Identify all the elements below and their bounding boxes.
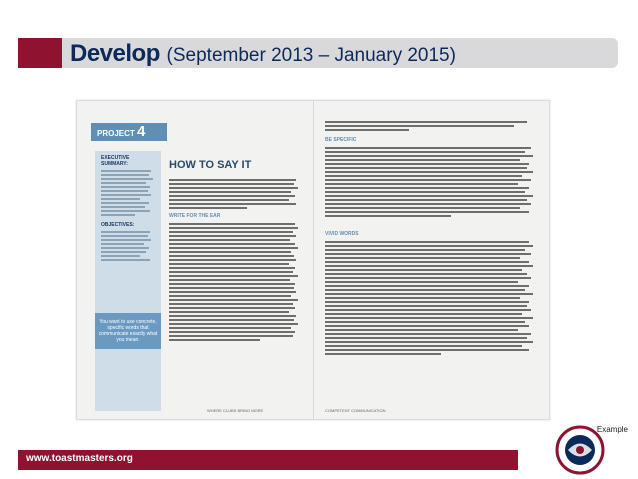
title-bar-accent [18,38,62,68]
right-body-text-1 [325,119,535,133]
book-spread-image [76,100,550,420]
project-number: 4 [137,123,146,140]
example-caption: Example [596,425,628,434]
right-page [313,101,549,419]
left-subhead: WRITE FOR THE EAR [169,213,221,219]
project-tab [91,123,167,141]
right-subhead-specific: BE SPECIFIC [325,137,357,143]
left-page [77,101,314,419]
objectives-text [95,231,161,261]
left-body-text-2 [169,221,299,343]
executive-summary-box [95,151,161,411]
toastmasters-logo-icon [555,425,605,475]
right-subhead-vivid: VIVID WORDS [325,231,359,237]
right-body-text-2 [325,145,535,219]
slide-title-strong: Develop [70,40,160,67]
right-body-text-3 [325,239,535,357]
section-title: HOW TO SAY IT [169,159,252,171]
left-page-footer: WHERE CLUBS BRING MORE [207,408,264,413]
slide-title [70,40,456,68]
executive-summary-heading: EXECUTIVE SUMMARY: [101,155,130,167]
objectives-heading: OBJECTIVES: [101,222,135,228]
slide-title-dates: (September 2013 – January 2015) [166,45,456,66]
website-link[interactable]: www.toastmasters.org [26,453,133,464]
executive-summary-text [95,170,161,216]
left-body-text [169,177,299,211]
right-page-footer: COMPETENT COMMUNICATION [325,408,386,413]
project-label: PROJECT [97,129,135,138]
pull-quote: You want to use concrete, specific words that communicate exactly what you mean. [95,313,161,349]
